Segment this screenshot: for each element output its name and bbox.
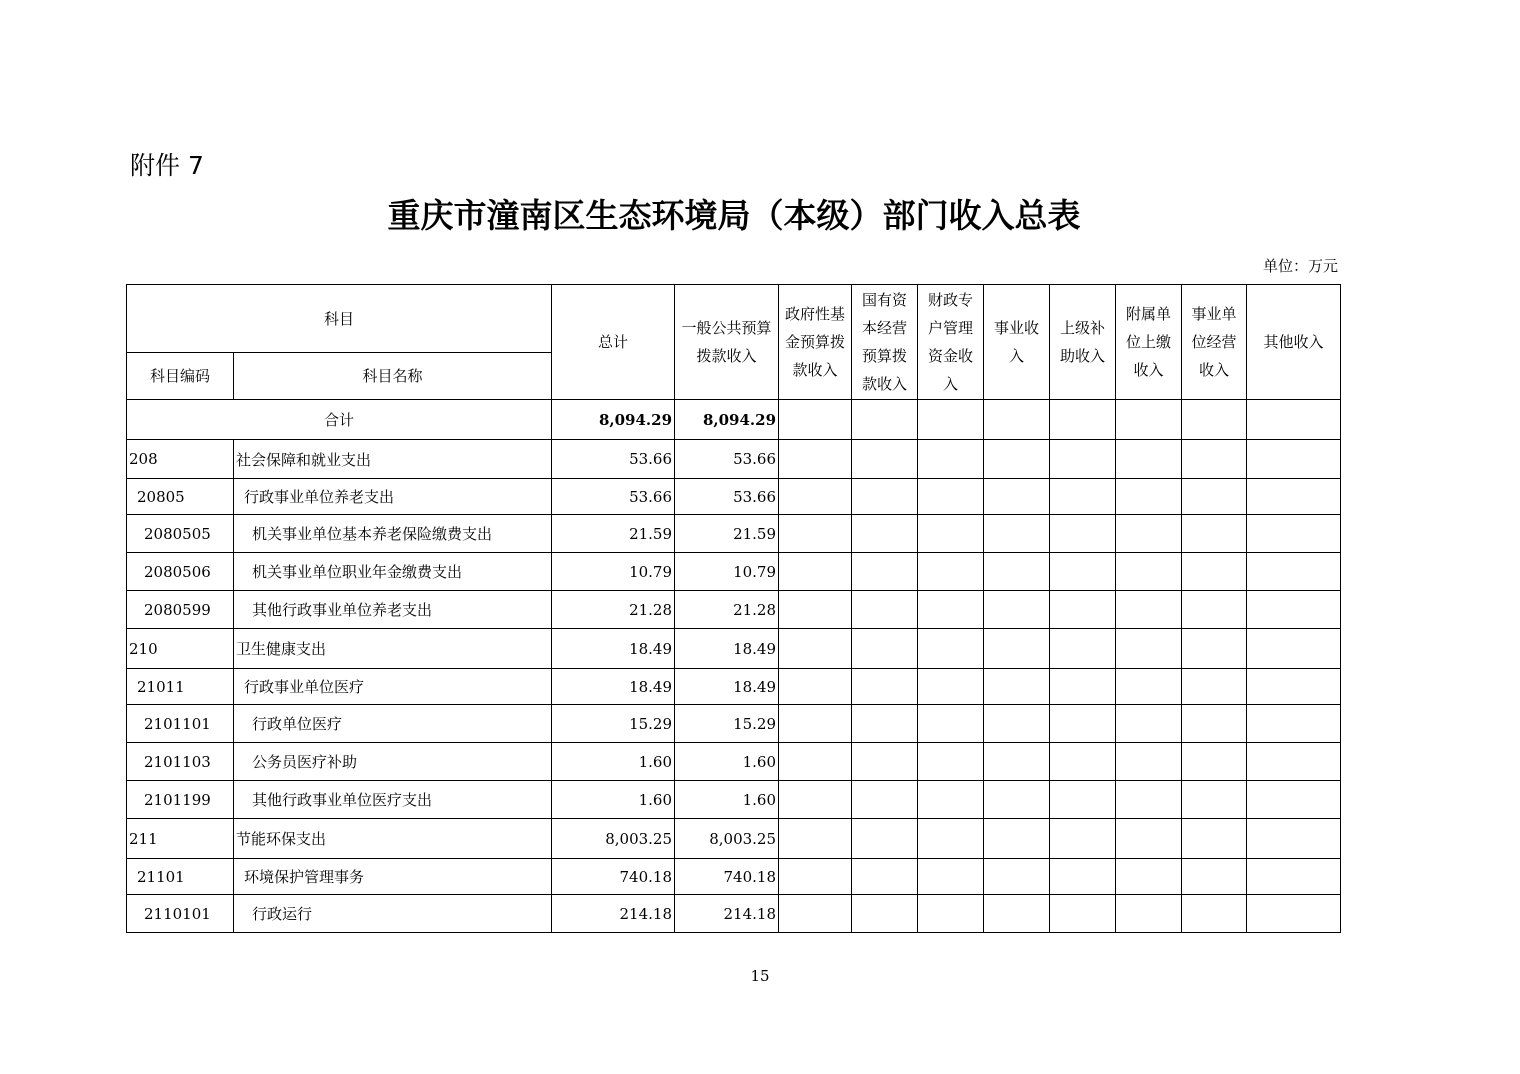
empty-cell [1182,440,1247,479]
row-name: 行政事业单位养老支出 [234,479,552,515]
empty-cell [779,669,852,705]
row-total: 15.29 [552,705,675,743]
empty-cell [1050,819,1116,859]
empty-cell [1050,440,1116,479]
empty-cell [1247,781,1341,819]
empty-cell [1116,859,1182,895]
empty-cell [852,553,918,591]
empty-cell [1116,781,1182,819]
empty-cell [918,440,984,479]
row-total: 1.60 [552,781,675,819]
empty-cell [984,440,1050,479]
header-affiliated-payment [1116,285,1182,400]
empty-cell [1247,819,1341,859]
empty-cell [918,743,984,781]
row-name: 社会保障和就业支出 [234,440,552,479]
empty-cell [779,895,852,933]
empty-cell [1116,743,1182,781]
table-row [127,859,1341,895]
header-special-account [918,285,984,400]
empty-cell [852,743,918,781]
page-title: 重庆市潼南区生态环境局（本级）部门收入总表 [387,196,1081,235]
empty-cell [1247,895,1341,933]
empty-cell [1050,859,1116,895]
empty-cell [1247,515,1341,553]
header-special-account-text: 财政专户管理资金收入 [928,291,974,393]
row-code: 2080506 [127,553,234,591]
empty-cell [852,440,918,479]
row-general-budget: 8,003.25 [675,819,779,859]
empty-cell [852,515,918,553]
empty-cell [984,743,1050,781]
empty-cell [984,819,1050,859]
row-name: 环境保护管理事务 [234,859,552,895]
empty-cell [918,669,984,705]
header-business-operation-text: 事业单位经营收入 [1191,305,1237,379]
row-total: 21.59 [552,515,675,553]
total-label: 合计 [127,400,552,440]
table-row [127,705,1341,743]
empty-cell [1182,859,1247,895]
row-general-budget: 18.49 [675,629,779,669]
empty-cell [1116,553,1182,591]
empty-cell [1182,895,1247,933]
empty-cell [779,400,852,440]
empty-cell [1116,819,1182,859]
row-name: 机关事业单位职业年金缴费支出 [234,553,552,591]
total-row [127,400,1341,440]
table-row [127,515,1341,553]
table-row [127,895,1341,933]
row-name: 行政单位医疗 [234,705,552,743]
unit-label: 单位：万元 [1262,257,1338,275]
table-row [127,629,1341,669]
empty-cell [1050,515,1116,553]
row-general-budget: 1.60 [675,781,779,819]
empty-cell [1182,781,1247,819]
empty-cell [984,400,1050,440]
row-code: 2080505 [127,515,234,553]
empty-cell [852,819,918,859]
row-name: 其他行政事业单位医疗支出 [234,781,552,819]
row-general-budget: 21.59 [675,515,779,553]
header-subject: 科目 [127,285,552,353]
table-row [127,479,1341,515]
empty-cell [1247,479,1341,515]
empty-cell [918,400,984,440]
empty-cell [918,859,984,895]
empty-cell [852,669,918,705]
row-code: 2101199 [127,781,234,819]
empty-cell [918,781,984,819]
empty-cell [918,591,984,629]
row-code: 21101 [127,859,234,895]
empty-cell [852,629,918,669]
row-code: 21011 [127,669,234,705]
row-code: 2101103 [127,743,234,781]
empty-cell [984,553,1050,591]
empty-cell [984,591,1050,629]
empty-cell [1247,859,1341,895]
header-general-budget-text: 一般公共预算拨款收入 [681,319,772,365]
empty-cell [779,781,852,819]
empty-cell [1182,591,1247,629]
empty-cell [1247,669,1341,705]
empty-cell [918,479,984,515]
empty-cell [1050,743,1116,781]
empty-cell [1116,400,1182,440]
empty-cell [852,895,918,933]
header-total: 总计 [552,285,675,400]
row-total: 18.49 [552,629,675,669]
table-row [127,553,1341,591]
empty-cell [918,553,984,591]
row-total: 21.28 [552,591,675,629]
total-general-budget: 8,094.29 [675,400,779,440]
empty-cell [779,629,852,669]
empty-cell [1182,515,1247,553]
total-value: 8,094.29 [552,400,675,440]
empty-cell [918,819,984,859]
row-name: 其他行政事业单位养老支出 [234,591,552,629]
empty-cell [1247,440,1341,479]
row-total: 1.60 [552,743,675,781]
empty-cell [1247,629,1341,669]
empty-cell [1050,705,1116,743]
row-total: 53.66 [552,479,675,515]
row-name: 节能环保支出 [234,819,552,859]
empty-cell [779,743,852,781]
empty-cell [779,440,852,479]
row-name: 公务员医疗补助 [234,743,552,781]
empty-cell [984,479,1050,515]
row-name: 机关事业单位基本养老保险缴费支出 [234,515,552,553]
empty-cell [1247,400,1341,440]
empty-cell [1050,895,1116,933]
header-gov-fund-text: 政府性基金预算拨款收入 [785,305,846,379]
empty-cell [1247,553,1341,591]
empty-cell [1247,591,1341,629]
header-business-income [984,285,1050,400]
row-name: 行政事业单位医疗 [234,669,552,705]
header-business-income-text: 事业收入 [994,319,1040,365]
empty-cell [918,705,984,743]
empty-cell [852,859,918,895]
empty-cell [779,553,852,591]
empty-cell [1116,440,1182,479]
empty-cell [1182,705,1247,743]
row-general-budget: 53.66 [675,440,779,479]
empty-cell [1182,819,1247,859]
empty-cell [1050,669,1116,705]
row-name: 卫生健康支出 [234,629,552,669]
header-code: 科目编码 [127,353,234,400]
table-row [127,781,1341,819]
row-code: 211 [127,819,234,859]
row-general-budget: 15.29 [675,705,779,743]
row-total: 214.18 [552,895,675,933]
row-code: 208 [127,440,234,479]
row-general-budget: 53.66 [675,479,779,515]
empty-cell [984,669,1050,705]
header-name: 科目名称 [234,353,552,400]
empty-cell [1247,705,1341,743]
empty-cell [1182,629,1247,669]
empty-cell [1247,743,1341,781]
empty-cell [779,515,852,553]
row-general-budget: 10.79 [675,553,779,591]
table-row [127,743,1341,781]
empty-cell [984,781,1050,819]
empty-cell [779,705,852,743]
header-general-budget [675,285,779,400]
empty-cell [918,515,984,553]
empty-cell [852,591,918,629]
row-total: 53.66 [552,440,675,479]
row-code: 20805 [127,479,234,515]
row-code: 2101101 [127,705,234,743]
empty-cell [852,781,918,819]
table-row [127,591,1341,629]
empty-cell [1050,479,1116,515]
empty-cell [1050,553,1116,591]
header-state-capital [852,285,918,400]
empty-cell [984,705,1050,743]
header-state-capital-text: 国有资本经营预算拨款收入 [862,291,908,393]
empty-cell [1050,400,1116,440]
row-total: 18.49 [552,669,675,705]
row-total: 10.79 [552,553,675,591]
row-name: 行政运行 [234,895,552,933]
empty-cell [1116,479,1182,515]
header-other-income: 其他收入 [1247,285,1341,400]
page-number: 15 [750,967,770,985]
empty-cell [1182,479,1247,515]
empty-cell [852,705,918,743]
empty-cell [918,895,984,933]
empty-cell [1116,669,1182,705]
empty-cell [1116,705,1182,743]
empty-cell [1050,591,1116,629]
row-general-budget: 18.49 [675,669,779,705]
row-general-budget: 214.18 [675,895,779,933]
table-row [127,440,1341,479]
empty-cell [1182,743,1247,781]
row-general-budget: 740.18 [675,859,779,895]
empty-cell [852,479,918,515]
empty-cell [984,629,1050,669]
empty-cell [984,859,1050,895]
empty-cell [1182,669,1247,705]
empty-cell [779,819,852,859]
empty-cell [1116,591,1182,629]
table-row [127,669,1341,705]
empty-cell [779,591,852,629]
empty-cell [918,629,984,669]
header-business-operation [1182,285,1247,400]
empty-cell [1182,400,1247,440]
empty-cell [984,515,1050,553]
empty-cell [779,479,852,515]
empty-cell [984,895,1050,933]
empty-cell [1116,629,1182,669]
row-general-budget: 21.28 [675,591,779,629]
empty-cell [1116,895,1182,933]
empty-cell [1050,781,1116,819]
attachment-label: 附件 7 [130,151,204,180]
empty-cell [779,859,852,895]
row-total: 740.18 [552,859,675,895]
row-code: 2080599 [127,591,234,629]
header-gov-fund [779,285,852,400]
header-superior-subsidy [1050,285,1116,400]
row-general-budget: 1.60 [675,743,779,781]
income-summary-table [126,284,1341,933]
empty-cell [1050,629,1116,669]
row-code: 2110101 [127,895,234,933]
empty-cell [852,400,918,440]
table-row [127,819,1341,859]
row-code: 210 [127,629,234,669]
empty-cell [1116,515,1182,553]
header-affiliated-payment-text: 附属单位上缴收入 [1126,305,1172,379]
empty-cell [1182,553,1247,591]
row-total: 8,003.25 [552,819,675,859]
header-superior-subsidy-text: 上级补助收入 [1060,319,1106,365]
